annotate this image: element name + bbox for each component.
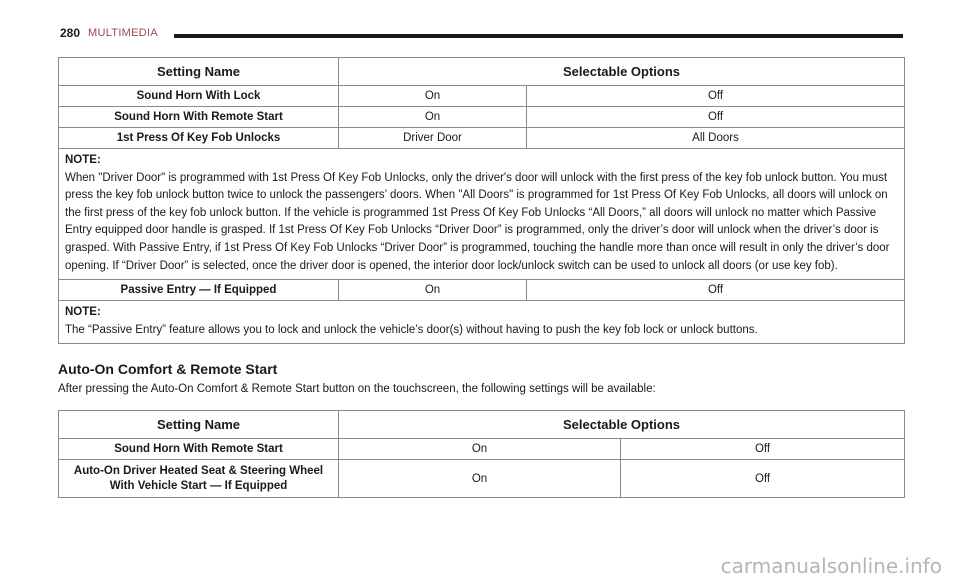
option-cell: Off — [527, 107, 905, 128]
option-cell: On — [339, 107, 527, 128]
note-cell — [59, 149, 905, 280]
col-header-selectable-options: Selectable Options — [339, 411, 905, 439]
col-header-setting-name: Setting Name — [59, 58, 339, 86]
setting-name: Sound Horn With Remote Start — [59, 439, 339, 460]
option-cell: On — [339, 439, 621, 460]
option-cell: On — [339, 280, 527, 301]
page-number: 280 — [60, 26, 81, 40]
table-row — [59, 107, 905, 128]
table-header-row — [59, 411, 905, 439]
note-title: NOTE: — [65, 154, 101, 166]
note-row — [59, 301, 905, 344]
header-rule — [174, 34, 903, 38]
option-cell: Off — [621, 460, 905, 498]
setting-name: Sound Horn With Lock — [59, 86, 339, 107]
setting-name: 1st Press Of Key Fob Unlocks — [59, 128, 339, 149]
table-header-row — [59, 58, 905, 86]
note-text: When "Driver Door" is programmed with 1st Press Of Key Fob Unlocks, only the driver's door will unlock with the first press of the key fob unlock button. You must press the key fob unlock button twice to unlock the passengers’ doors. When "All Doors" is programmed for 1st Press Of Key Fob Unlocks, all doors will unlock on the first press of the key fob unlock button. If the vehicle is programmed 1st Press Of Key Fob Unlocks “All Doors,” all doors will unlock no matter which Passive Entry equipped door handle is grasped. If 1st Press Of Key Fob Unlocks “Driver Door” is programmed, only the driver’s door will unlock when the driver’s door is grasped. With Passive Entry, if 1st Press Of Key Fob Unlocks “Driver Door” is programmed, touching the handle more than once will result in only the driver’s door opening. If “Driver Door” is selected, once the driver door is opened, the interior door lock/unlock switch can be used to unlock all doors (or use key fob). — [65, 171, 890, 272]
section-intro: After pressing the Auto-On Comfort & Remote Start button on the touchscreen, the following settings will be available: — [58, 383, 656, 395]
settings-table-key-fob — [58, 57, 905, 344]
settings-table-remote-start — [58, 410, 905, 498]
note-row — [59, 149, 905, 280]
option-cell: Driver Door — [339, 128, 527, 149]
setting-name-line: Auto-On Driver Heated Seat & Steering Wheel — [73, 464, 324, 477]
option-cell: Off — [527, 280, 905, 301]
section-heading: Auto-On Comfort & Remote Start — [58, 361, 278, 377]
setting-name: Sound Horn With Remote Start — [59, 107, 339, 128]
option-cell: Off — [621, 439, 905, 460]
note-text: The “Passive Entry” feature allows you to lock and unlock the vehicle’s door(s) without having to push the key fob lock or unlock buttons. — [65, 323, 758, 336]
table-row — [59, 439, 905, 460]
setting-name-line: With Vehicle Start — If Equipped — [109, 479, 288, 492]
setting-name: Passive Entry — If Equipped — [59, 280, 339, 301]
watermark: carmanualsonline.info — [720, 554, 942, 578]
option-cell: On — [339, 86, 527, 107]
option-cell: On — [339, 460, 621, 498]
note-title: NOTE: — [65, 306, 101, 319]
table-row — [59, 86, 905, 107]
table-row — [59, 280, 905, 301]
setting-name — [59, 460, 339, 498]
page-header — [60, 24, 903, 44]
table-row — [59, 460, 905, 498]
table-row — [59, 128, 905, 149]
option-cell: Off — [527, 86, 905, 107]
note-cell — [59, 301, 905, 344]
col-header-setting-name: Setting Name — [59, 411, 339, 439]
option-cell: All Doors — [527, 128, 905, 149]
col-header-selectable-options: Selectable Options — [339, 58, 905, 86]
section-name: MULTIMEDIA — [88, 27, 159, 39]
